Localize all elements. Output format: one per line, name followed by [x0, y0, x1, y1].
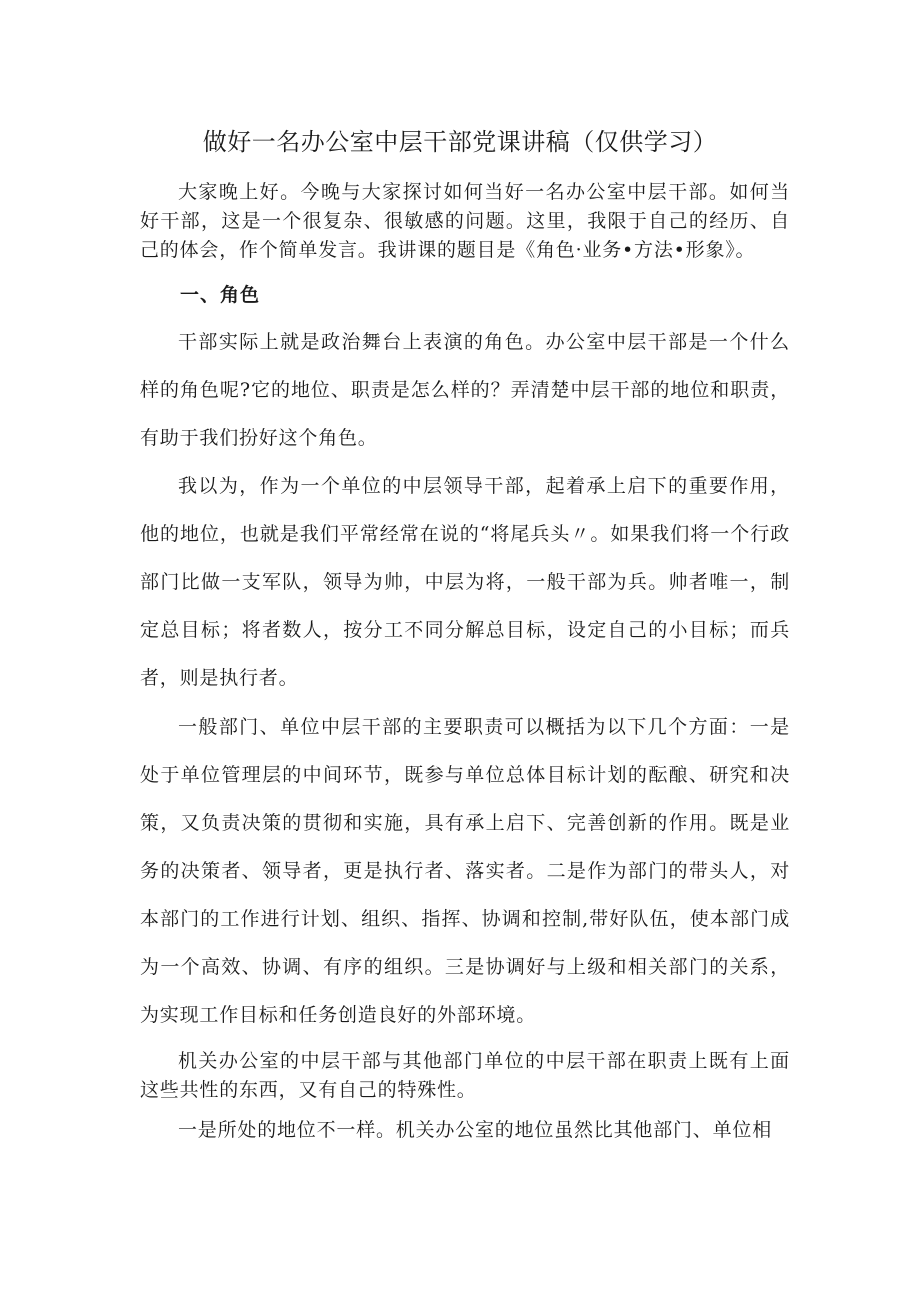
body-paragraph: 机关办公室的中层干部与其他部门单位的中层干部在职责上既有上面这些共性的东西，又有自己的特殊性。	[140, 1050, 790, 1101]
body-paragraph: 一是所处的地位不一样。机关办公室的地位虽然比其他部门、单位相	[178, 1119, 773, 1141]
document-title: 做好一名办公室中层干部党课讲稿（仅供学习）	[202, 128, 718, 156]
body-paragraph: 一般部门、单位中层干部的主要职责可以概括为以下几个方面：一是处于单位管理层的中间环节，既参与单位总体目标计划的酝酿、研究和决策，又负责决策的贯彻和实施，具有承上启下、完善创新的作用。既是业务的决策者、领导者，更是执行者、落实者。二是作为部门的带头人，对本部门的工作进行计划、组织、指挥、协调和控制,带好队伍，使本部门成为一个高效、协调、有序的组织。三是协调好与上级和相关部门的关系，为实现工作目标和任务创造良好的外部环境。	[140, 716, 790, 1026]
body-paragraph: 干部实际上就是政治舞台上表演的角色。办公室中层干部是一个什么样的角色呢?它的地位、职责是怎么样的？弄清楚中层干部的地位和职责，有助于我们扮好这个角色。	[140, 331, 790, 449]
intro-paragraph: 大家晚上好。今晚与大家探讨如何当好一名办公室中层干部。如何当好干部，这是一个很复杂、很敏感的问题。这里，我限于自己的经历、自己的体会，作个简单发言。我讲课的题目是《角色·业务•方法•形象》。	[140, 181, 790, 261]
section-heading: 一、角色	[180, 284, 261, 306]
body-paragraph: 我以为，作为一个单位的中层领导干部，起着承上启下的重要作用，他的地位，也就是我们平常经常在说的“将尾兵头〃。如果我们将一个行政部门比做一支军队，领导为帅，中层为将，一般干部为兵。帅者唯一，制定总目标；将者数人，按分工不同分解总目标，设定自己的小目标；而兵者，则是执行者。	[140, 475, 790, 689]
